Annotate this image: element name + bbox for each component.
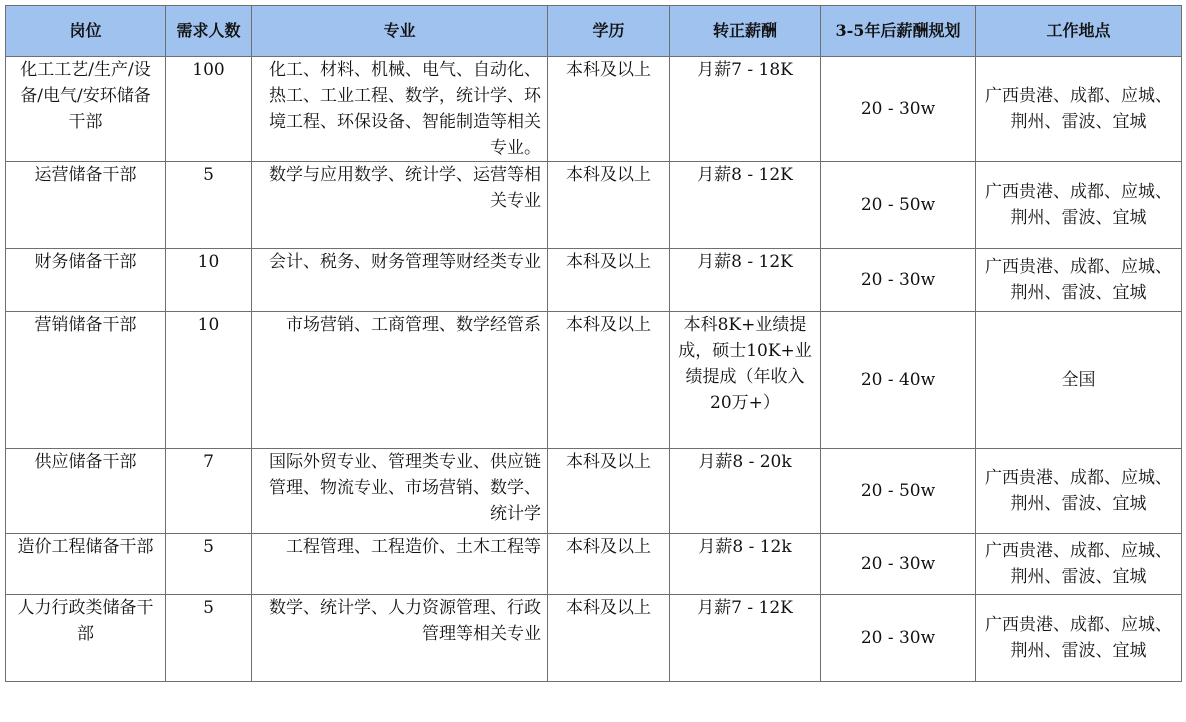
header-major: 专业 [252,6,548,57]
cell-plan: 20 - 30w [821,57,976,162]
cell-location: 广西贵港、成都、应城、荆州、雷波、宜城 [976,57,1182,162]
cell-education: 本科及以上 [548,449,670,534]
header-location: 工作地点 [976,6,1182,57]
table-row [6,57,1182,162]
cell-education: 本科及以上 [548,162,670,249]
cell-salary: 月薪8 - 12k [670,534,821,595]
cell-position: 造价工程储备干部 [6,534,166,595]
table-row [6,312,1182,449]
cell-salary: 月薪8 - 20k [670,449,821,534]
cell-education: 本科及以上 [548,249,670,312]
cell-major: 工程管理、工程造价、土木工程等 [252,534,548,595]
header-count: 需求人数 [166,6,252,57]
cell-major: 化工、材料、机械、电气、自动化、热工、工业工程、数学，统计学、环境工程、环保设备、智能制造等相关专业。 [252,57,548,162]
cell-plan: 20 - 30w [821,534,976,595]
header-education: 学历 [548,6,670,57]
cell-education: 本科及以上 [548,534,670,595]
cell-plan: 20 - 50w [821,449,976,534]
cell-salary: 月薪7 - 12K [670,595,821,682]
cell-count: 10 [166,249,252,312]
cell-plan: 20 - 30w [821,595,976,682]
cell-major: 会计、税务、财务管理等财经类专业 [252,249,548,312]
table-header [6,6,1182,57]
cell-location: 全国 [976,312,1182,449]
cell-location: 广西贵港、成都、应城、荆州、雷波、宜城 [976,534,1182,595]
cell-plan: 20 - 50w [821,162,976,249]
header-plan: 3-5年后薪酬规划 [821,6,976,57]
cell-education: 本科及以上 [548,57,670,162]
cell-salary: 月薪7 - 18K [670,57,821,162]
header-position: 岗位 [6,6,166,57]
cell-major: 市场营销、工商管理、数学经管系 [252,312,548,449]
cell-count: 5 [166,162,252,249]
table-row [6,249,1182,312]
cell-count: 10 [166,312,252,449]
cell-education: 本科及以上 [548,595,670,682]
cell-position: 运营储备干部 [6,162,166,249]
cell-position: 人力行政类储备干部 [6,595,166,682]
cell-position: 化工工艺/生产/设备/电气/安环储备干部 [6,57,166,162]
cell-location: 广西贵港、成都、应城、荆州、雷波、宜城 [976,449,1182,534]
table-body [6,57,1182,682]
cell-major: 国际外贸专业、管理类专业、供应链管理、物流专业、市场营销、数学、统计学 [252,449,548,534]
recruitment-table [5,5,1182,682]
cell-location: 广西贵港、成都、应城、荆州、雷波、宜城 [976,162,1182,249]
table-row [6,534,1182,595]
cell-count: 5 [166,534,252,595]
cell-count: 7 [166,449,252,534]
cell-location: 广西贵港、成都、应城、荆州、雷波、宜城 [976,249,1182,312]
cell-position: 营销储备干部 [6,312,166,449]
cell-location: 广西贵港、成都、应城、荆州、雷波、宜城 [976,595,1182,682]
cell-plan: 20 - 40w [821,312,976,449]
cell-salary: 月薪8 - 12K [670,249,821,312]
table-row [6,449,1182,534]
header-salary: 转正薪酬 [670,6,821,57]
cell-position: 财务储备干部 [6,249,166,312]
table-row [6,595,1182,682]
cell-salary: 月薪8 - 12K [670,162,821,249]
cell-major: 数学与应用数学、统计学、运营等相关专业 [252,162,548,249]
table-row [6,162,1182,249]
cell-plan: 20 - 30w [821,249,976,312]
cell-count: 5 [166,595,252,682]
header-row [6,6,1182,57]
cell-education: 本科及以上 [548,312,670,449]
cell-position: 供应储备干部 [6,449,166,534]
cell-salary: 本科8K+业绩提成，硕士10K+业绩提成（年收入20万+） [670,312,821,449]
cell-count: 100 [166,57,252,162]
cell-major: 数学、统计学、人力资源管理、行政管理等相关专业 [252,595,548,682]
